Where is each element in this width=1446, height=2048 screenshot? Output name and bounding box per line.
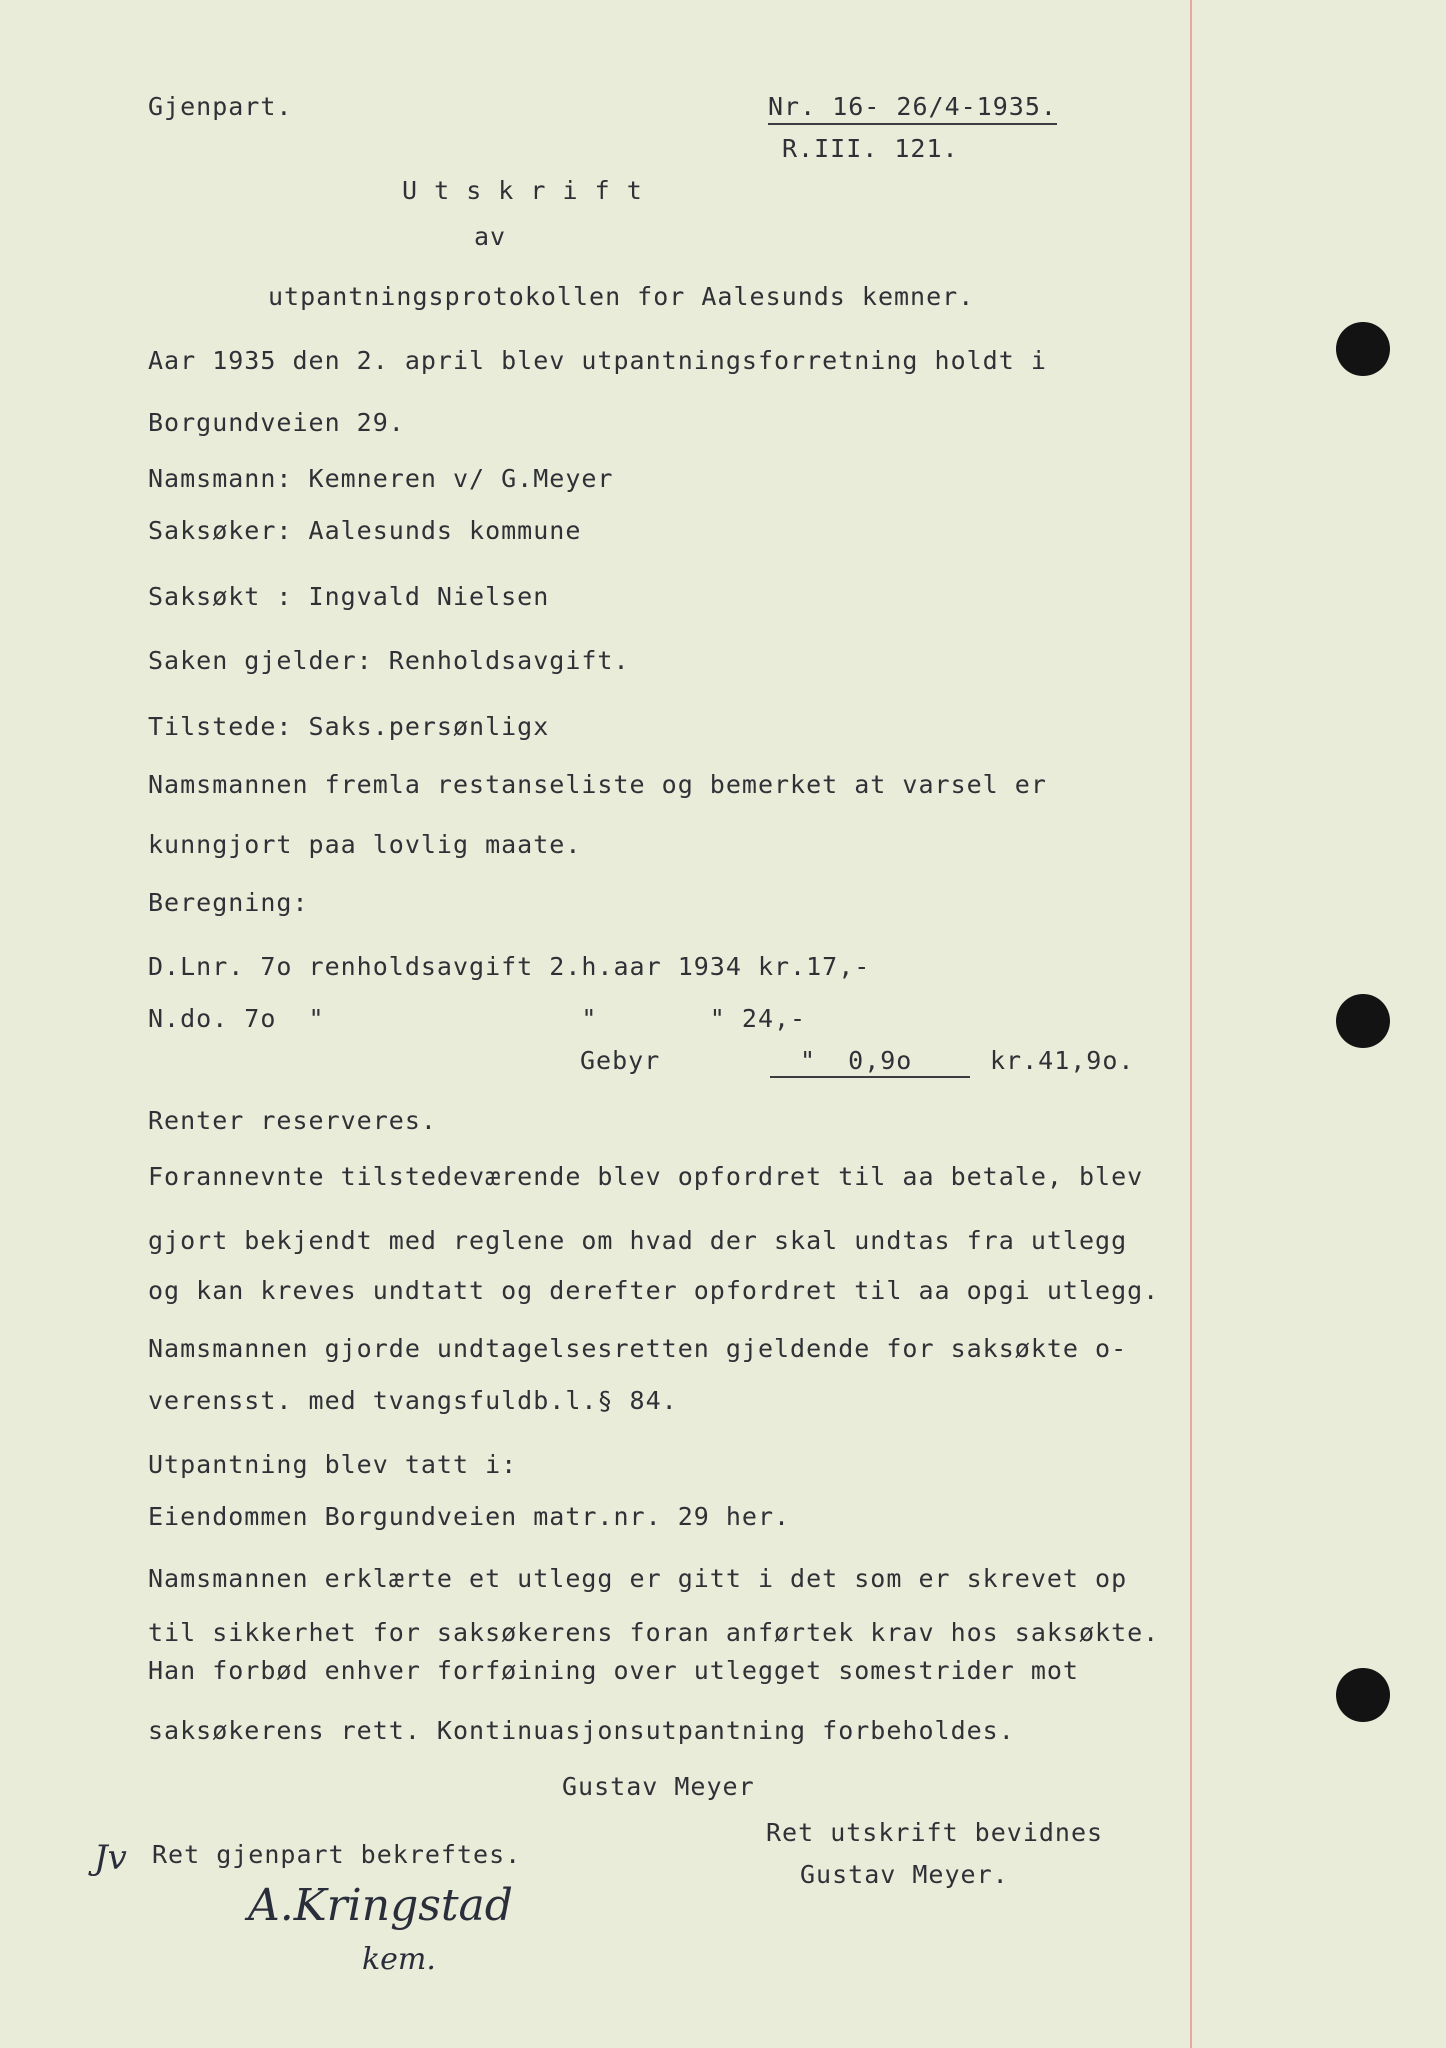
body-line: verensst. med tvangsfuldb.l.§ 84. [148, 1386, 678, 1415]
case-number: Nr. 16- 26/4-1935. [768, 92, 1057, 125]
certify-right-name: Gustav Meyer. [800, 1860, 1009, 1889]
body-line: Borgundveien 29. [148, 408, 405, 437]
body-line: Tilstede: Saks.persønligx [148, 712, 550, 741]
body-line: og kan kreves undtatt og derefter opfordret til aa opgi utlegg. [148, 1276, 1160, 1305]
copy-label: Gjenpart. [148, 92, 293, 121]
calc-line: D.Lnr. 7o renholdsavgift 2.h.aar 1934 kr.17,- [148, 952, 871, 981]
title-protocol: utpantningsprotokollen for Aalesunds kemner. [268, 282, 975, 311]
sum-underline [770, 1076, 970, 1078]
margin-line [1190, 0, 1192, 2048]
handwritten-title: kem. [362, 1942, 436, 1977]
body-line: Beregning: [148, 888, 309, 917]
handwritten-signature: A.Kringstad [248, 1880, 513, 1931]
calc-line: N.do. 7o " " " 24,- [148, 1004, 807, 1033]
reference: R.III. 121. [782, 134, 959, 163]
body-line: til sikkerhet for saksøkerens foran anførtek krav hos saksøkte. [148, 1618, 1160, 1647]
body-line: Saksøkt : Ingvald Nielsen [148, 582, 550, 611]
calc-fee-value: " 0,9o [800, 1046, 913, 1075]
body-line: Namsmann: Kemneren v/ G.Meyer [148, 464, 614, 493]
calc-total: kr.41,9o. [990, 1046, 1135, 1075]
punch-hole [1336, 994, 1390, 1048]
body-line: Namsmannen erklærte et utlegg er gitt i det som er skrevet op [148, 1564, 1128, 1593]
signer-name: Gustav Meyer [562, 1772, 755, 1801]
certify-left: Ret gjenpart bekreftes. [152, 1840, 522, 1869]
body-line: Saken gjelder: Renholdsavgift. [148, 646, 630, 675]
punch-hole [1336, 1668, 1390, 1722]
body-line: gjort bekjendt med reglene om hvad der skal undtas fra utlegg [148, 1226, 1128, 1255]
calc-fee-label: Gebyr [580, 1046, 661, 1075]
body-line: Forannevnte tilstedeværende blev opfordret til aa betale, blev [148, 1162, 1144, 1191]
body-line: Namsmannen gjorde undtagelsesretten gjeldende for saksøkte o- [148, 1334, 1128, 1363]
title-av: av [474, 222, 507, 251]
body-line: Utpantning blev tatt i: [148, 1450, 518, 1479]
body-line: Saksøker: Aalesunds kommune [148, 516, 582, 545]
punch-hole [1336, 322, 1390, 376]
certify-right: Ret utskrift bevidnes [766, 1818, 1104, 1847]
body-line: saksøkerens rett. Kontinuasjonsutpantning forbeholdes. [148, 1716, 1015, 1745]
body-line: Eiendommen Borgundveien matr.nr. 29 her. [148, 1502, 791, 1531]
initials-signature: Jv [94, 1838, 127, 1878]
body-line: Renter reserveres. [148, 1106, 437, 1135]
body-line: Aar 1935 den 2. april blev utpantningsforretning holdt i [148, 346, 1047, 375]
body-line: kunngjort paa lovlig maate. [148, 830, 582, 859]
body-line: Namsmannen fremla restanseliste og bemerket at varsel er [148, 770, 1047, 799]
body-line: Han forbød enhver forføining over utlegget somestrider mot [148, 1656, 1079, 1685]
document-title: U t s k r i f t [402, 176, 643, 205]
